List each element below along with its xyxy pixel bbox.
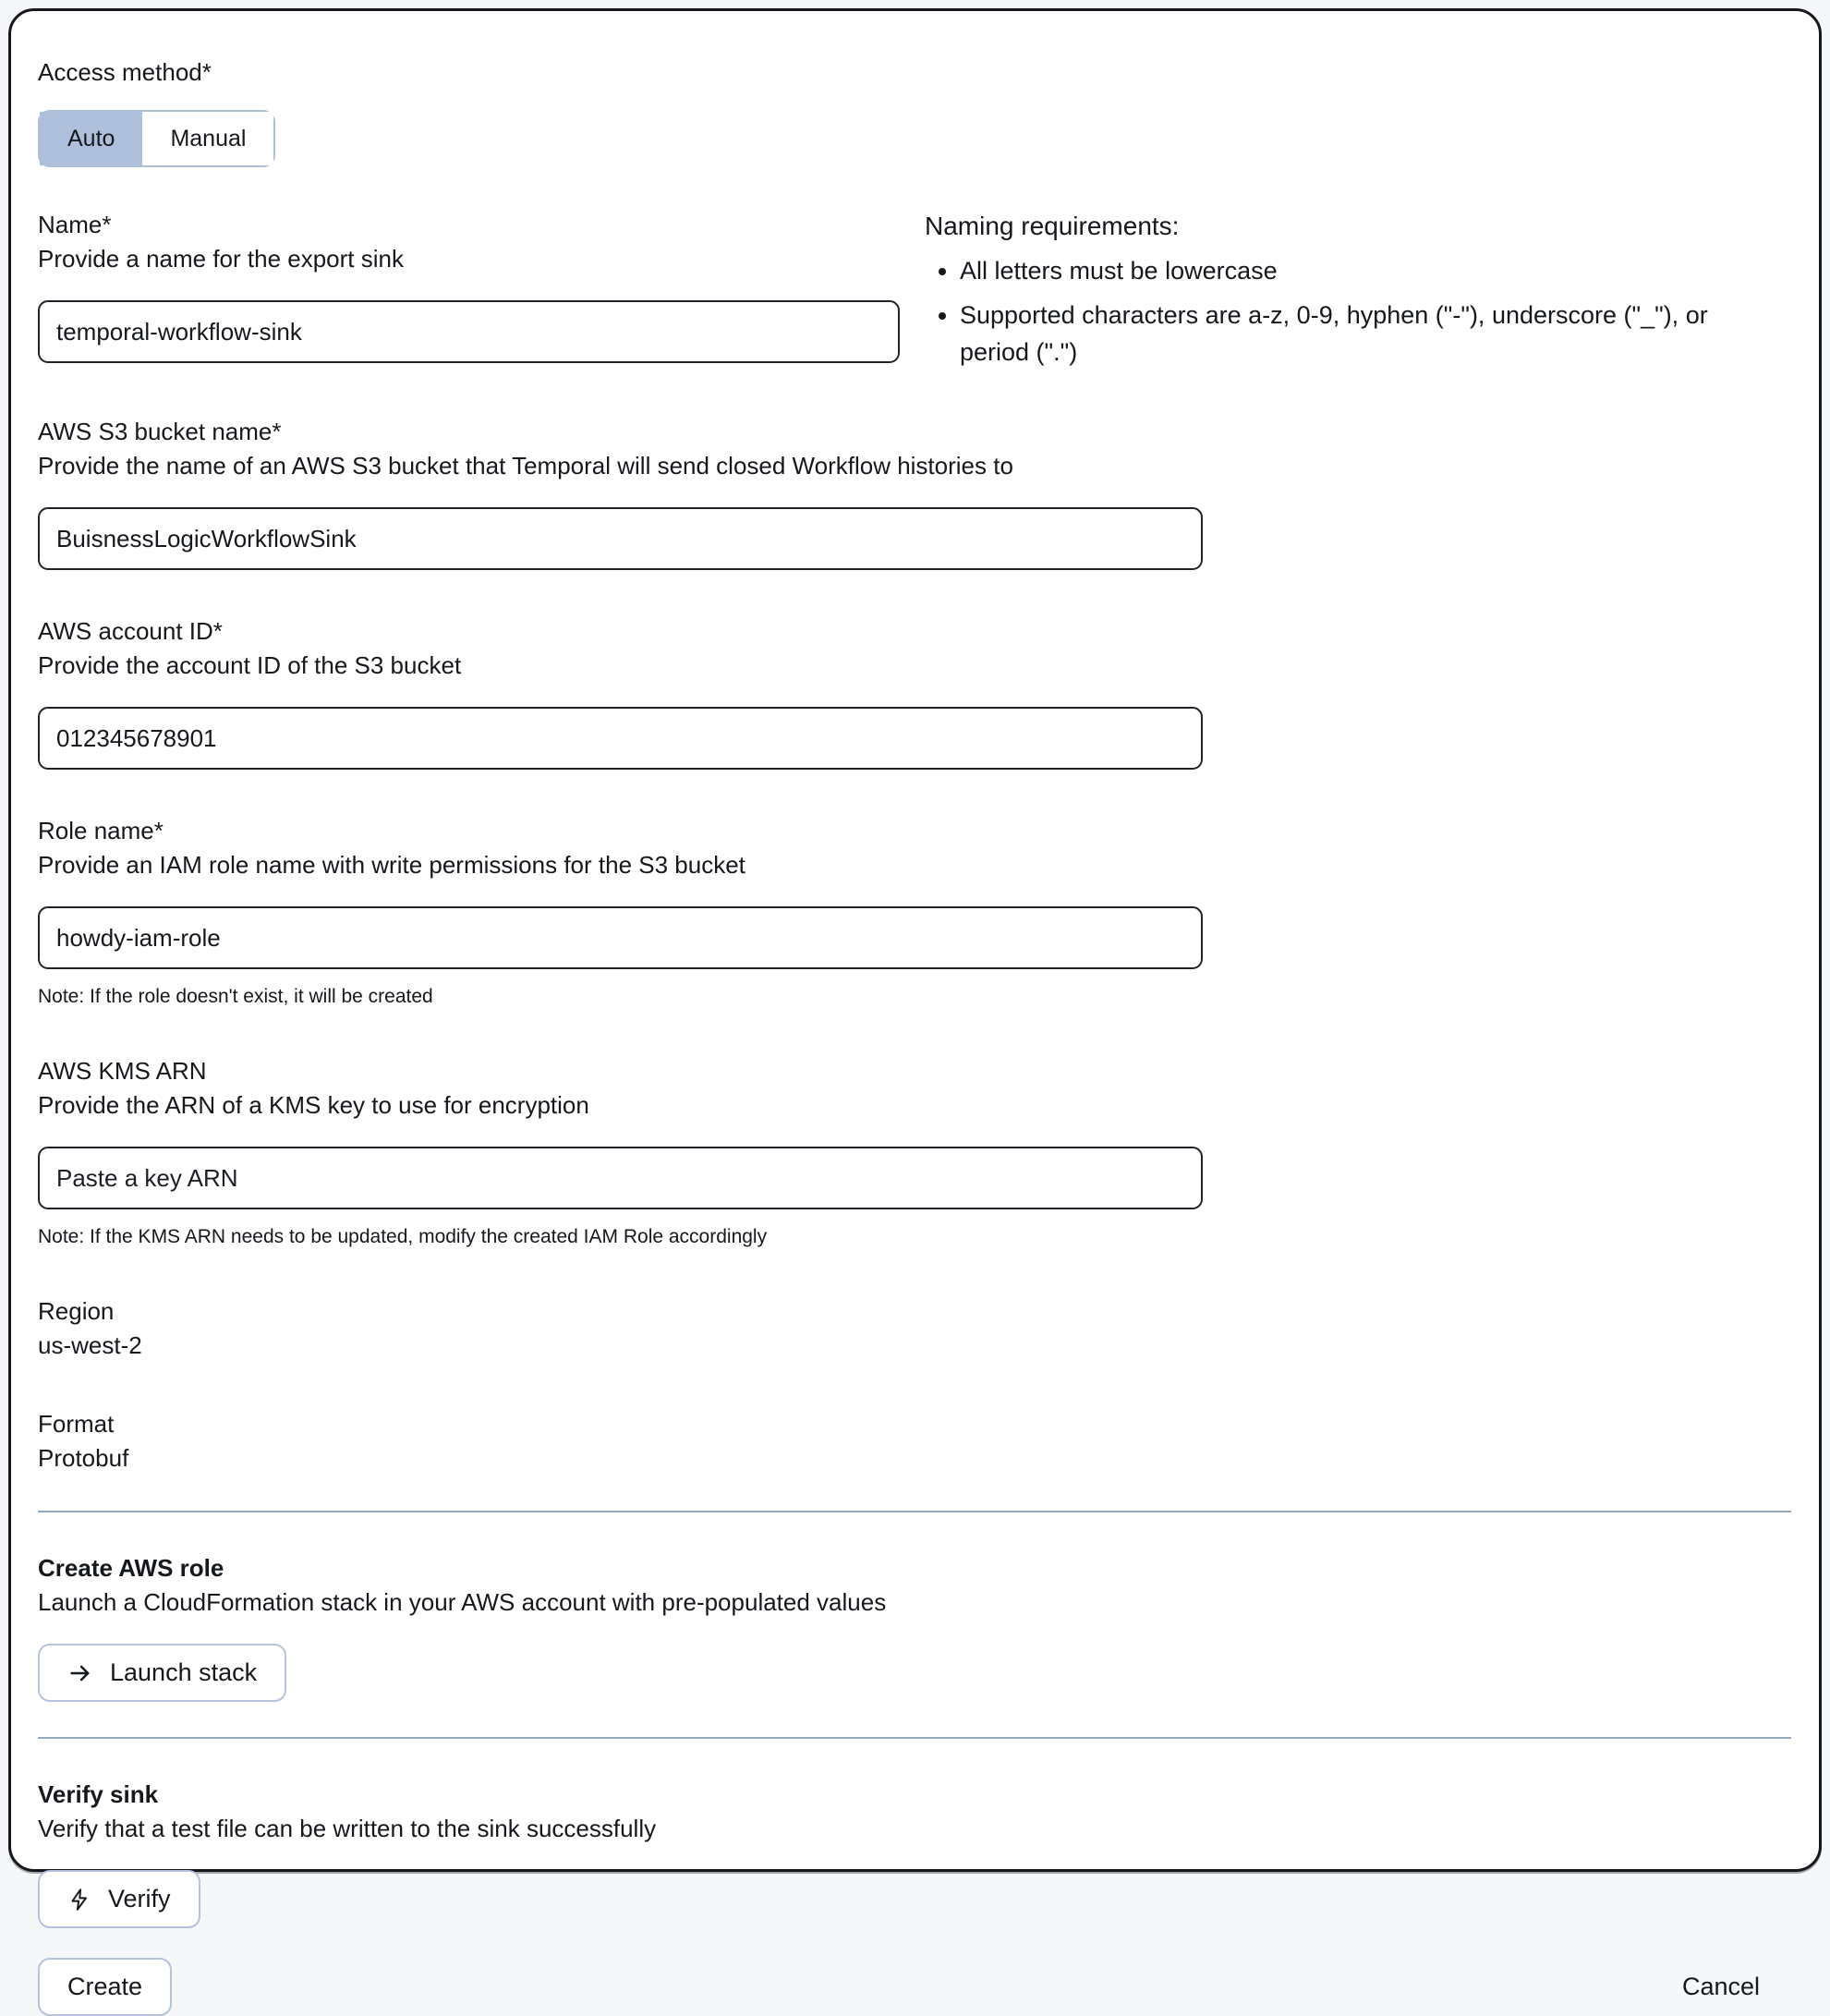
- verify-label: Verify: [108, 1885, 171, 1913]
- role-name-input[interactable]: [38, 906, 1203, 969]
- create-aws-role-description: Launch a CloudFormation stack in your AWS account with pre-populated values: [38, 1588, 887, 1616]
- s3-bucket-field-group: [38, 415, 1786, 570]
- verify-button[interactable]: [38, 1870, 200, 1928]
- role-name-label: Role name*: [38, 817, 164, 844]
- naming-requirement-item: • Supported characters are a-z, 0-9, hyphen ("-"), underscore ("_"), or period ("."): [960, 297, 1767, 370]
- account-id-input[interactable]: [38, 707, 1203, 770]
- access-method-label: Access method*: [38, 58, 212, 86]
- access-method-toggle: [38, 110, 275, 167]
- account-id-field-group: [38, 614, 1786, 770]
- account-id-label: AWS account ID*: [38, 617, 223, 645]
- toggle-option-manual[interactable]: Manual: [142, 112, 273, 165]
- name-description: Provide a name for the export sink: [38, 245, 404, 273]
- format-value: Protobuf: [38, 1444, 129, 1472]
- verify-sink-title: Verify sink: [38, 1780, 159, 1808]
- name-field-group: [38, 208, 925, 363]
- region-label: Region: [38, 1297, 115, 1325]
- create-aws-role-title: Create AWS role: [38, 1554, 224, 1582]
- kms-arn-input[interactable]: [38, 1147, 1203, 1209]
- region-group: [38, 1294, 1786, 1363]
- verify-sink-section: [38, 1778, 1786, 1928]
- format-label: Format: [38, 1410, 115, 1438]
- format-group: [38, 1407, 1786, 1476]
- naming-requirements: [925, 208, 1786, 370]
- kms-arn-note: Note: If the KMS ARN needs to be updated, modify the created IAM Role accordingly: [38, 1226, 768, 1247]
- kms-arn-label: AWS KMS ARN: [38, 1057, 207, 1085]
- role-name-field-group: [38, 814, 1786, 1010]
- create-aws-role-section: [38, 1551, 1786, 1702]
- kms-arn-description: Provide the ARN of a KMS key to use for encryption: [38, 1091, 589, 1119]
- create-button[interactable]: Create: [38, 1958, 172, 2016]
- s3-bucket-label: AWS S3 bucket name*: [38, 418, 282, 445]
- s3-bucket-description: Provide the name of an AWS S3 bucket that Temporal will send closed Workflow histories to: [38, 452, 1013, 480]
- toggle-option-auto[interactable]: Auto: [40, 112, 142, 165]
- launch-stack-button[interactable]: [38, 1644, 286, 1702]
- export-sink-form-card: [8, 8, 1822, 2000]
- divider: [38, 1737, 1791, 1739]
- lightning-icon: [67, 1888, 91, 1912]
- form-footer: [38, 1958, 1786, 2016]
- kms-arn-field-group: [38, 1054, 1786, 1250]
- divider: [38, 1511, 1791, 1512]
- account-id-description: Provide the account ID of the S3 bucket: [38, 651, 462, 679]
- region-value: us-west-2: [38, 1331, 142, 1359]
- naming-requirement-item: • All letters must be lowercase: [960, 252, 1767, 289]
- role-name-description: Provide an IAM role name with write permissions for the S3 bucket: [38, 851, 745, 879]
- launch-stack-label: Launch stack: [110, 1658, 258, 1686]
- s3-bucket-input[interactable]: [38, 507, 1203, 570]
- cancel-link[interactable]: Cancel: [1681, 1973, 1760, 2000]
- naming-requirements-list: [925, 252, 1767, 370]
- role-name-note: Note: If the role doesn't exist, it will be created: [38, 986, 433, 1007]
- verify-sink-description: Verify that a test file can be written to the sink successfully: [38, 1815, 657, 1842]
- name-input[interactable]: [38, 300, 900, 363]
- name-label: Name*: [38, 211, 112, 238]
- naming-requirements-title: Naming requirements:: [925, 212, 1180, 240]
- arrow-right-icon: [67, 1660, 93, 1686]
